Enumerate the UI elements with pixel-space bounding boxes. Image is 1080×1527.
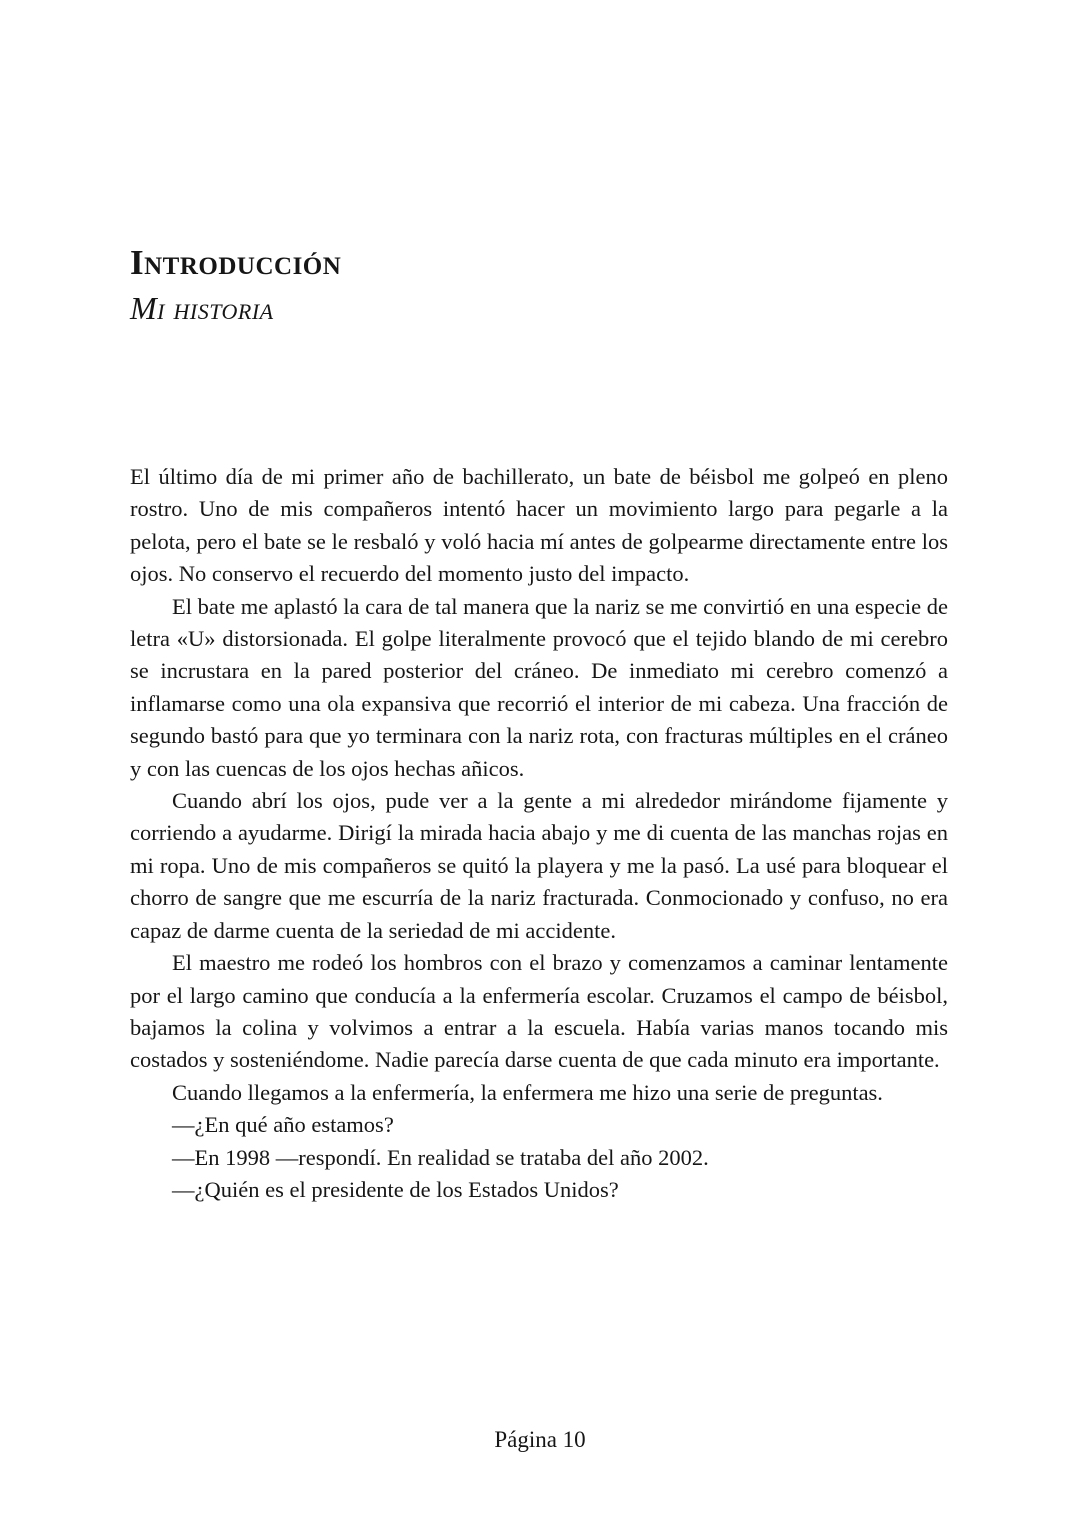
page-number-label: Página 10 [494, 1427, 586, 1452]
paragraph-aftermath: Cuando abrí los ojos, pude ver a la gente a mi alrededor mirándome fijamente y corriendo a ayudarme. Dirigí la mirada hacia abajo y me di cuenta de las manchas rojas en mi ropa. Uno de mis compañeros se quitó la playera y me la pasó. La usé para bloquear el chorro de sangre que me escurría de la nariz fracturada. Conmocionado y confuso, no era capaz de darme cuenta de la seriedad de mi accidente. [130, 788, 948, 943]
dialogue-line-president-question: —¿Quién es el presidente de los Estados Unidos? [172, 1176, 619, 1202]
dialogue-line-year-answer: —En 1998 —respondí. En realidad se trataba del año 2002. [172, 1144, 709, 1170]
paragraph-walk: El maestro me rodeó los hombros con el brazo y comenzamos a caminar lentamente por el largo camino que conducía a la enfermería escolar. Cruzamos el campo de béisbol, bajamos la colina y volvimos a entrar a la escuela. Había varias manos tocando mis costados y sosteniéndome. Nadie parecía darse cuenta de que cada minuto era importante. [130, 950, 948, 1073]
chapter-header [130, 244, 950, 326]
chapter-subtitle: Mi historia [130, 289, 274, 326]
page-footer [0, 1424, 1080, 1456]
paragraph-nurse: Cuando llegamos a la enfermería, la enfermera me hizo una serie de preguntas. [172, 1079, 883, 1105]
dialogue-line-year-question: —¿En qué año estamos? [172, 1112, 394, 1138]
chapter-title: Introducción [130, 243, 342, 282]
body-text [130, 461, 948, 1206]
paragraph-intro: El último día de mi primer año de bachillerato, un bate de béisbol me golpeó en pleno rostro. Uno de mis compañeros intentó hacer un movimiento largo para pegarle a la pelota, pero el bate se le resbaló y voló hacia mí antes de golpearme directamente entre los ojos. No conservo el recuerdo del momento justo del impacto. [130, 464, 948, 587]
paragraph-injury: El bate me aplastó la cara de tal manera que la nariz se me convirtió en una especie de letra «U» distorsionada. El golpe literalmente provocó que el tejido blando de mi cerebro se incrustara en la pared posterior del cráneo. De inmediato mi cerebro comenzó a inflamarse como una ola expansiva que recorrió el interior de mi cabeza. Una fracción de segundo bastó para que yo terminara con la nariz rota, con fracturas múltiples en el cráneo y con las cuencas de los ojos hechas añicos. [130, 593, 948, 781]
